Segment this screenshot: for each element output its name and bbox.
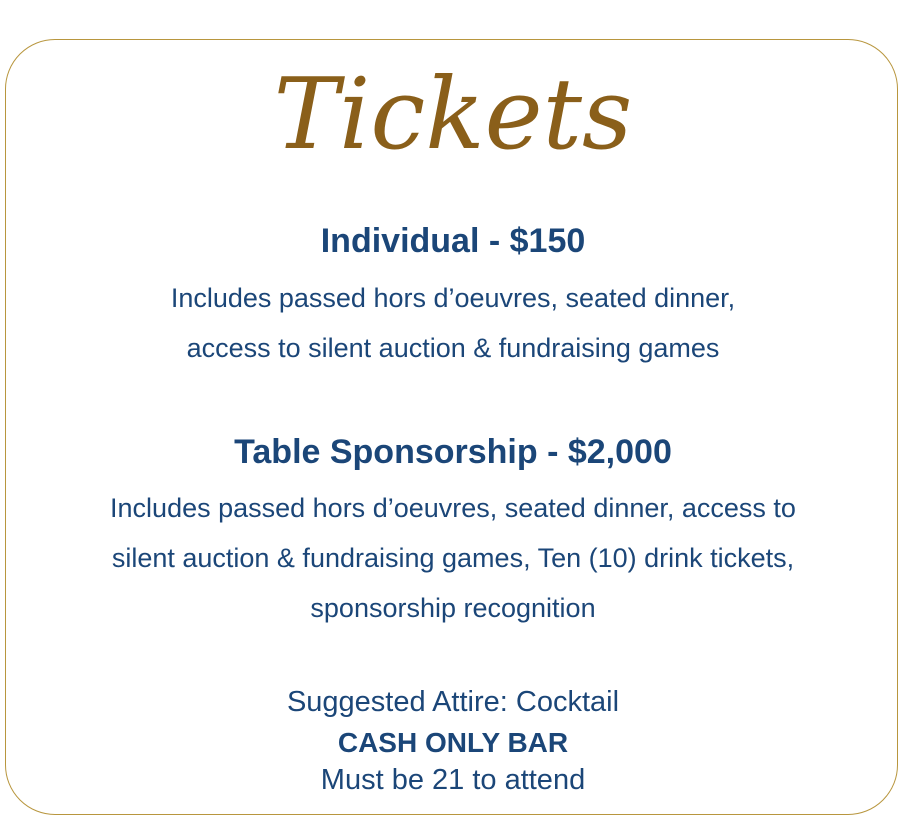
- cash-only-bar-notice: CASH ONLY BAR: [337, 727, 569, 758]
- table-description-line-2: silent auction & fundraising games, Ten (10) drink tickets,: [111, 543, 795, 573]
- individual-description-line-2: access to silent auction & fundraising games: [186, 333, 720, 363]
- individual-title: Individual - $150: [320, 222, 586, 260]
- suggested-attire: Suggested Attire: Cocktail: [286, 686, 620, 718]
- individual-description-line-1: Includes passed hors d’oeuvres, seated dinner,: [170, 283, 736, 313]
- tickets-script-text: Tickets: [273, 58, 633, 172]
- table-sponsorship-title: Table Sponsorship - $2,000: [234, 433, 672, 471]
- table-description-line-1: Includes passed hors d’oeuvres, seated dinner, access to: [110, 493, 796, 523]
- age-requirement: Must be 21 to attend: [320, 764, 586, 796]
- tickets-heading: [273, 40, 633, 200]
- table-description-line-3: sponsorship recognition: [310, 593, 596, 623]
